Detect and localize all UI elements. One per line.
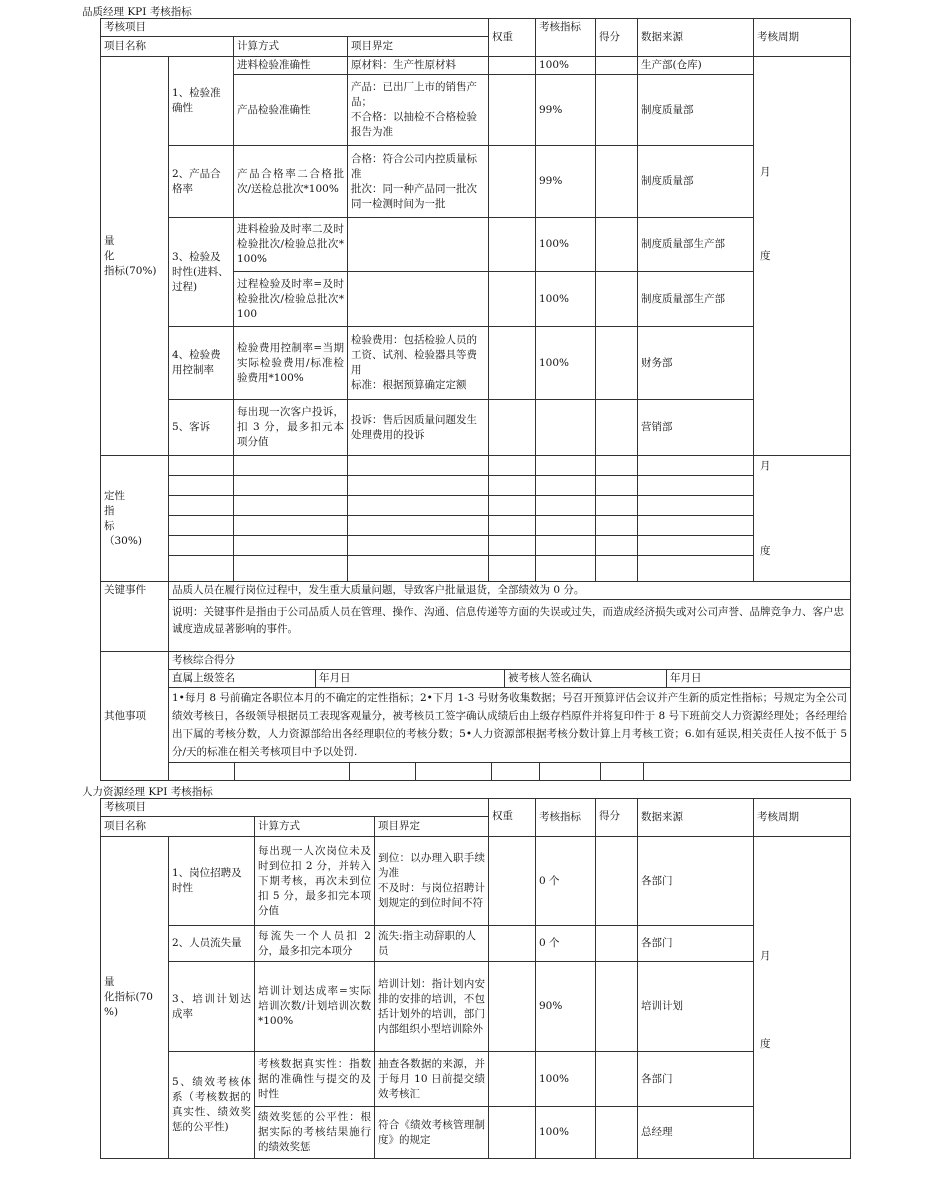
doc2-header-data-source: 数据来源: [638, 799, 754, 837]
weight-cell: [489, 218, 536, 272]
calc-cell: 产品合格率二合格批次/送检总批次*100%: [234, 146, 348, 218]
table-row: [101, 400, 851, 456]
definition-cell: 产品：已出厂上市的销售产品； 不合格：以抽检不合格检验报告为准: [348, 75, 489, 146]
cycle-month-label: 月: [760, 166, 771, 178]
data-source-cell: 生产部(仓库): [638, 57, 754, 75]
weight-cell: [489, 962, 536, 1052]
calc-cell: 产品检验准确性: [234, 75, 348, 146]
weight-cell: [489, 837, 536, 926]
definition-cell: 符合《绩效考核管理制度》的规定: [375, 1107, 489, 1159]
table-row: [101, 516, 851, 536]
weight-cell: [489, 272, 536, 327]
doc1-sign-row: [101, 670, 851, 688]
calc-cell: 过程检验及时率=及时检验批次/检验总批次*100: [234, 272, 348, 327]
weight-cell: [489, 146, 536, 218]
doc1-cycle-cell-qual: [754, 456, 851, 582]
cycle-period-label: 度: [760, 545, 771, 557]
cycle-period-label: 度: [760, 1038, 771, 1050]
weight-cell: [489, 327, 536, 400]
doc1-other-label: 其他事项: [101, 652, 169, 781]
calc-cell: 进料检验及时率二及时检验批次/检验总批次*100%: [234, 218, 348, 272]
doc1-key-event-note-row: [101, 600, 851, 652]
calc-cell: 考核数据真实性：指数据的准确性与提交的及时性: [255, 1052, 375, 1107]
data-source-cell: 制度质量部: [638, 75, 754, 146]
definition-cell: 原材料：生产性原材料: [348, 57, 489, 75]
data-source-cell: 制度质量部: [638, 146, 754, 218]
data-source-cell: 财务部: [638, 327, 754, 400]
table-row: [101, 218, 851, 272]
definition-cell: 流失:指主动辞职的人员: [375, 926, 489, 962]
doc1-cycle-cell-quant: [754, 57, 851, 456]
calc-cell: 进料检验准确性: [234, 57, 348, 75]
cycle-period-label: 度: [760, 250, 771, 262]
score-cell: [596, 146, 638, 218]
doc1-assessee-sign-label: 被考核人签名确认: [505, 670, 667, 687]
doc1-header-calc-method: 计算方式: [234, 37, 348, 57]
data-source-cell: 营销部: [638, 400, 754, 456]
score-cell: [596, 1052, 638, 1107]
doc1-qual-label: 定性 指 标 （30%): [101, 456, 169, 582]
doc1-header-definition: 项目界定: [348, 37, 489, 57]
doc2-header-score: 得分: [596, 799, 638, 837]
table-row: [101, 556, 851, 582]
score-cell: [596, 962, 638, 1052]
doc2-cycle-cell: [754, 837, 851, 1159]
table-row: [101, 146, 851, 218]
calc-cell: 绩效奖惩的公平性：根据实际的考核结果施行的绩效奖惩: [255, 1107, 375, 1159]
weight-cell: [489, 1107, 536, 1159]
doc1-key-event-note: 说明：关键事件是指由于公司品质人员在管理、操作、沟通、信息传递等方面的失误或过失，而造成经济损失或对公司声誉、品牌竞争力、客户忠诚度造成显著影响的事件。: [169, 600, 851, 652]
data-source-cell: 各部门: [638, 926, 754, 962]
doc2-header-assess-item: 考核项目: [101, 799, 489, 817]
doc1-kpi-table: [100, 18, 851, 781]
definition-cell: 检验费用：包括检验人员的工资、试剂、检验器具等费用 标准：根据预算确定定额: [348, 327, 489, 400]
doc1-notes-row: [101, 688, 851, 763]
item-name-cell: 2、产品合格率: [169, 146, 234, 218]
indicator-cell: 0 个: [536, 926, 596, 962]
doc2-header-row-1: [101, 799, 851, 817]
doc1-header-item-name: 项目名称: [101, 37, 234, 57]
table-row: [101, 763, 851, 781]
doc1-total-score-label: 考核综合得分: [169, 652, 851, 670]
indicator-cell: 100%: [536, 272, 596, 327]
definition-cell: 投诉：售后因质量问题发生处理费用的投诉: [348, 400, 489, 456]
definition-cell: 培训计划：指计划内安排的安排的培训，不包括计划外的培训，部门内部组织小型培训除外: [375, 962, 489, 1052]
indicator-cell: 90%: [536, 962, 596, 1052]
data-source-cell: 总经理: [638, 1107, 754, 1159]
item-name-cell: 1、检验准确性: [169, 57, 234, 146]
definition-cell: 到位：以办理入职手续为准 不及时：与岗位招聘计划规定的到位时间不符: [375, 837, 489, 926]
score-cell: [596, 327, 638, 400]
table-row: [101, 962, 851, 1052]
score-cell: [596, 218, 638, 272]
indicator-cell: 0 个: [536, 837, 596, 926]
table-row: [101, 926, 851, 962]
doc2-header-cycle: 考核周期: [754, 799, 851, 837]
item-name-cell: 3、培训计划达成率: [169, 962, 255, 1052]
table-row: [101, 456, 851, 476]
item-name-cell: 2、人员流失量: [169, 926, 255, 962]
doc2-header-definition: 项目界定: [375, 817, 489, 837]
score-cell: [596, 400, 638, 456]
indicator-cell: 100%: [536, 57, 596, 75]
doc1-key-event-label: 关键事件: [101, 582, 169, 652]
calc-cell: 每出现一人次岗位未及时到位扣 2 分，并转入下期考核，再次未到位扣 5 分，最多扣完本项分值: [255, 837, 375, 926]
doc1-quant-label: 量 化 指标(70%): [101, 57, 169, 456]
calc-cell: 每流失一个人员扣 2 分，最多扣完本项分: [255, 926, 375, 962]
score-cell: [596, 926, 638, 962]
doc2-quant-label: 量 化指标(70 %): [101, 837, 169, 1159]
cycle-month-label: 月: [760, 950, 771, 962]
calc-cell: 培训计划达成率=实际培训次数/计划培训次数*100%: [255, 962, 375, 1052]
item-name-cell: 3、检验及时性(进料、过程): [169, 218, 234, 327]
weight-cell: [489, 1052, 536, 1107]
doc2-title: 人力资源经理 KPI 考核指标: [82, 786, 213, 798]
doc1-other-notes: 1•每月 8 号前确定各职位本月的不确定的定性指标；2•下月 1-3 号财务收集数据；号召开预算评估会议并产生新的质定性指标；号规定为全公司绩效考核日，各级领导根据员工表现客观量分，被考核员工签字确认成绩后由上级存档原件并将复印件于 8 号下班前交人力资源经理处；各经理给出下属的考核分数，人力资源部给出各经理职位的考核分数；5•人力资源部根据考核分数计算上月考核工资；6.如有延误,相关责任人按不低于 5 分/天的标准在相关考核项目中予以处罚.: [169, 688, 851, 763]
item-name-cell: 5、绩效考核体系（考核数据的真实性、绩效奖惩的公平性): [169, 1052, 255, 1159]
doc2-header-indicator: 考核指标: [536, 799, 596, 837]
calc-cell: 检验费用控制率=当期实际检验费用/标准检验费用*100%: [234, 327, 348, 400]
doc1-key-event-text: 品质人员在履行岗位过程中，发生重大质量问题，导致客户批量退货，全部绩效为 0 分。: [169, 582, 851, 600]
score-cell: [596, 272, 638, 327]
table-row: [101, 837, 851, 926]
indicator-cell: 99%: [536, 146, 596, 218]
table-row: [101, 57, 851, 75]
table-row: [101, 496, 851, 516]
table-row: [101, 1052, 851, 1107]
doc2-header-calc-method: 计算方式: [255, 817, 375, 837]
indicator-cell: 99%: [536, 75, 596, 146]
item-name-cell: 5、客诉: [169, 400, 234, 456]
table-row: [101, 476, 851, 496]
score-cell: [596, 1107, 638, 1159]
table-row: [101, 327, 851, 400]
doc1-header-cycle: 考核周期: [754, 19, 851, 57]
doc1-key-event-row: [101, 582, 851, 600]
item-name-cell: 4、检验费用控制率: [169, 327, 234, 400]
score-cell: [596, 837, 638, 926]
data-source-cell: 各部门: [638, 1052, 754, 1107]
indicator-cell: 100%: [536, 218, 596, 272]
data-source-cell: 培训计划: [638, 962, 754, 1052]
weight-cell: [489, 75, 536, 146]
doc2-header-item-name: 项目名称: [101, 817, 255, 837]
doc1-header-assess-item: 考核项目: [101, 19, 489, 37]
data-source-cell: 制度质量部生产部: [638, 218, 754, 272]
doc1-header-weight: 权重: [489, 19, 536, 57]
doc1-superior-sign-label: 直属上级签名: [169, 670, 316, 687]
doc1-header-data-source: 数据来源: [638, 19, 754, 57]
doc1-header-row-1: [101, 19, 851, 37]
definition-cell: [348, 272, 489, 327]
doc1-header-score: 得分: [596, 19, 638, 57]
doc2-kpi-table: [100, 798, 851, 1159]
table-row: [101, 536, 851, 556]
indicator-cell: 100%: [536, 1052, 596, 1107]
data-source-cell: 制度质量部生产部: [638, 272, 754, 327]
score-cell: [596, 57, 638, 75]
weight-cell: [489, 400, 536, 456]
doc2-header-weight: 权重: [489, 799, 536, 837]
indicator-cell: [536, 400, 596, 456]
indicator-cell: 100%: [536, 1107, 596, 1159]
weight-cell: [489, 926, 536, 962]
definition-cell: [348, 218, 489, 272]
item-name-cell: 1、岗位招聘及时性: [169, 837, 255, 926]
doc1-header-indicator: 考核指标: [536, 19, 596, 57]
cycle-month-label: 月: [760, 460, 771, 472]
weight-cell: [489, 57, 536, 75]
data-source-cell: 各部门: [638, 837, 754, 926]
doc1-superior-date: 年月日: [316, 670, 505, 687]
doc1-title: 品质经理 KPI 考核指标: [82, 6, 192, 18]
doc1-total-score-row: [101, 652, 851, 670]
doc1-assessee-date: 年月日: [670, 672, 702, 684]
score-cell: [596, 75, 638, 146]
definition-cell: 合格：符合公司内控质量标准 批次：同一种产品同一批次同一检测时间为一批: [348, 146, 489, 218]
definition-cell: 抽查各数据的来源，并于每月 10 日前提交绩效考核汇: [375, 1052, 489, 1107]
calc-cell: 每出现一次客户投诉，扣 3 分，最多扣元本项分值: [234, 400, 348, 456]
indicator-cell: 100%: [536, 327, 596, 400]
